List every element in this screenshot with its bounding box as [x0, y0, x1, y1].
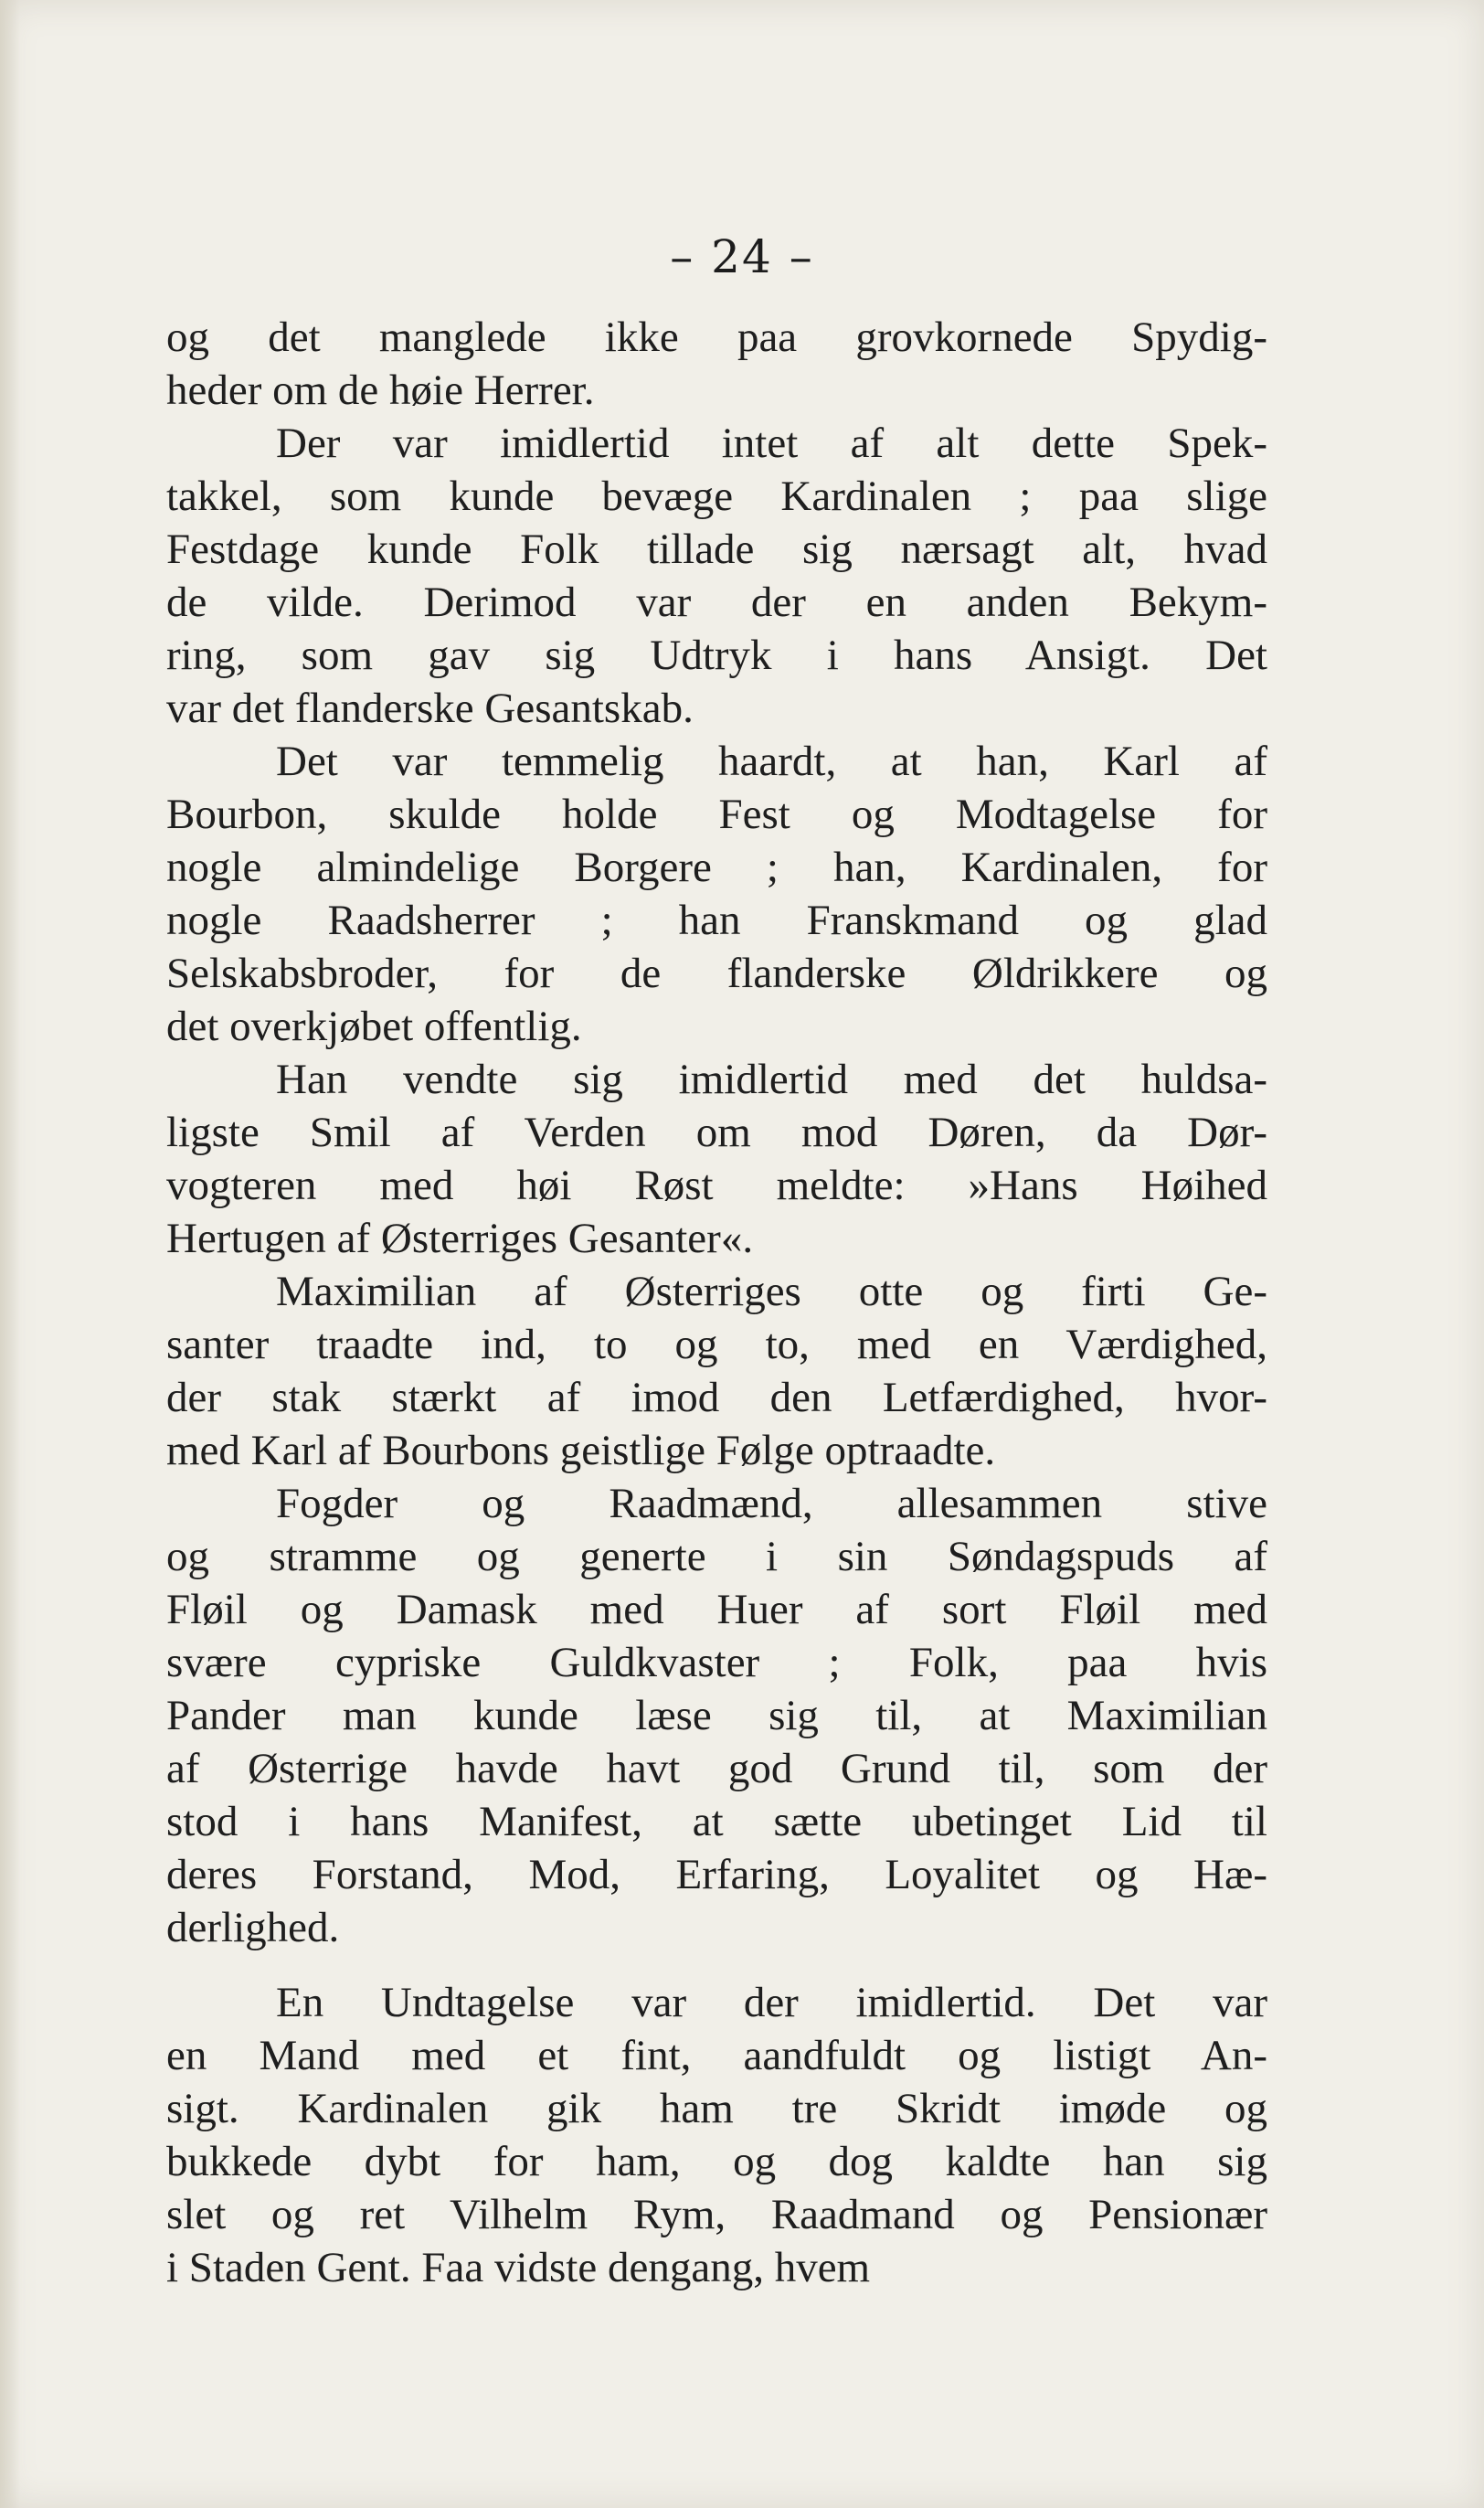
text-line: svære cypriske Guldkvaster ; Folk, paa hvis: [166, 1639, 1267, 1686]
text-line: nogle Raadsherrer ; han Franskmand og glad: [166, 897, 1267, 944]
text-line: af Østerrige havde havt god Grund til, som der: [166, 1745, 1267, 1792]
text-line: Selskabsbroder, for de flanderske Øldrikkere og: [166, 950, 1267, 997]
text-line: Maximilian af Østerriges otte og firti Ge-: [276, 1268, 1267, 1315]
text-line: derlighed.: [166, 1904, 340, 1951]
body-text: [166, 311, 1267, 2294]
text-line: og det manglede ikke paa grovkornede Spydig-: [166, 314, 1267, 361]
text-line: nogle almindelige Borgere ; han, Kardinalen, for: [166, 844, 1267, 891]
paragraph: [166, 1477, 1267, 1954]
text-line: sigt. Kardinalen gik ham tre Skridt imøde og: [166, 2085, 1267, 2132]
text-line: stod i hans Manifest, at sætte ubetinget Lid til: [166, 1798, 1267, 1845]
text-line: santer traadte ind, to og to, med en Værdighed,: [166, 1321, 1267, 1368]
text-line: Det var temmelig haardt, at han, Karl af: [276, 738, 1267, 785]
text-line: deres Forstand, Mod, Erfaring, Loyalitet og Hæ-: [166, 1851, 1267, 1898]
paragraph: [166, 1976, 1267, 2294]
text-line: Fløil og Damask med Huer af sort Fløil med: [166, 1586, 1267, 1633]
paragraph: [166, 735, 1267, 1053]
text-line: med Karl af Bourbons geistlige Følge optraadte.: [166, 1427, 996, 1474]
text-line: Der var imidlertid intet af alt dette Spek-: [276, 420, 1267, 467]
text-line: Bourbon, skulde holde Fest og Modtagelse for: [166, 791, 1267, 838]
text-line: de vilde. Derimod var der en anden Bekym-: [166, 579, 1267, 626]
text-line: heder om de høie Herrer.: [166, 367, 595, 414]
text-line: og stramme og generte i sin Søndagspuds af: [166, 1533, 1267, 1580]
text-line: det overkjøbet offentlig.: [166, 1003, 582, 1050]
paragraph: [166, 1265, 1267, 1477]
text-line: Fogder og Raadmænd, allesammen stive: [276, 1480, 1267, 1527]
text-line: ring, som gav sig Udtryk i hans Ansigt. Det: [166, 632, 1267, 679]
page-number: – 24 –: [670, 230, 814, 283]
text-line: Festdage kunde Folk tillade sig nærsagt alt, hvad: [166, 526, 1267, 573]
text-line: takkel, som kunde bevæge Kardinalen ; paa slige: [166, 473, 1267, 520]
paragraph: [166, 417, 1267, 735]
text-line: en Mand med et fint, aandfuldt og listigt An-: [166, 2032, 1267, 2079]
text-line: var det flanderske Gesantskab.: [166, 685, 694, 732]
text-line: Han vendte sig imidlertid med det huldsa-: [276, 1056, 1267, 1103]
text-line: Pander man kunde læse sig til, at Maximilian: [166, 1692, 1267, 1739]
text-line: vogteren med høi Røst meldte: »Hans Høihed: [166, 1162, 1267, 1209]
text-line: bukkede dybt for ham, og dog kaldte han sig: [166, 2138, 1267, 2185]
text-line: En Undtagelse var der imidlertid. Det var: [276, 1979, 1267, 2026]
paragraph: [166, 1053, 1267, 1265]
text-line: Hertugen af Østerriges Gesanter«.: [166, 1215, 754, 1262]
text-line: i Staden Gent. Faa vidste dengang, hvem: [166, 2244, 871, 2291]
text-line: ligste Smil af Verden om mod Døren, da Dør-: [166, 1109, 1267, 1156]
text-line: der stak stærkt af imod den Letfærdighed, hvor-: [166, 1374, 1267, 1421]
paragraph: [166, 311, 1267, 417]
page-edge-shadow: [0, 0, 20, 2508]
text-line: slet og ret Vilhelm Rym, Raadmand og Pensionær: [166, 2191, 1267, 2238]
